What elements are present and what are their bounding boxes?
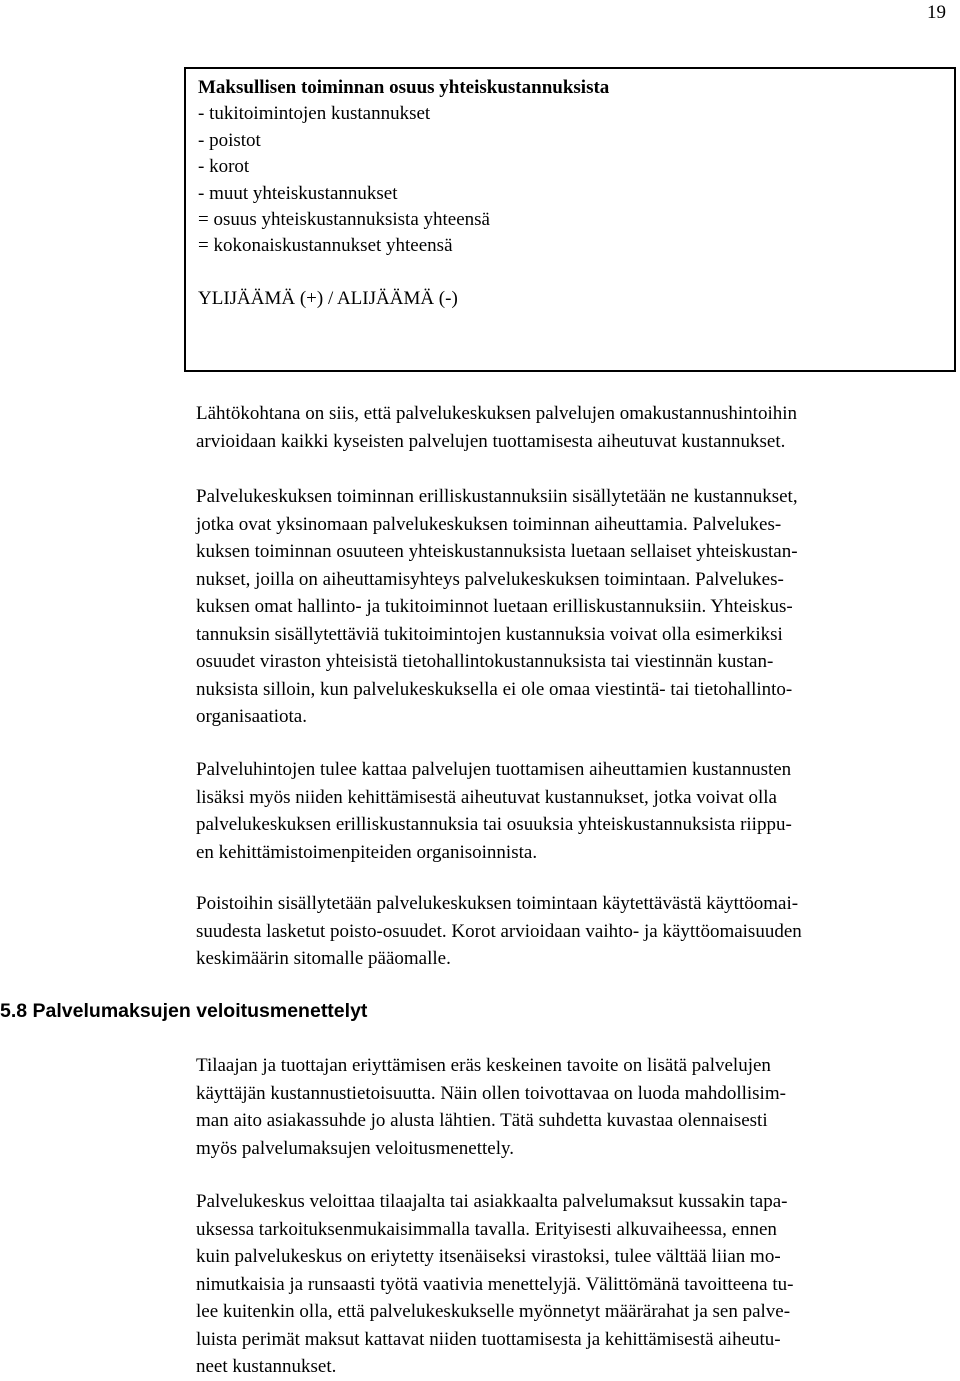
text-line: nimutkaisia ja runsaasti työtä vaativia menettelyjä. Välittömänä tavoitteena tu-: [196, 1273, 794, 1295]
text-line: Palvelukeskuksen toiminnan erilliskustannuksiin sisällytetään ne kustannukset,: [196, 486, 798, 507]
text-line: kuin palvelukeskus on eriytetty itsenäiseksi virastoksi, tulee välttää liian mo-: [196, 1246, 781, 1267]
page-number: 19: [927, 2, 946, 23]
text-line: kuksen omat hallinto- ja tukitoiminnot luetaan erilliskustannuksiin. Yhteiskus-: [196, 596, 793, 617]
summary-line-total-costs: = kokonaiskustannukset yhteensä: [198, 235, 453, 257]
text-line: nukset, joilla on aiheuttamisyhteys palvelukeskuksen toimintaan. Palvelukes-: [196, 568, 784, 590]
text-line: Palvelukeskus veloittaa tilaajalta tai asiakkaalta palvelumaksut kussakin tapa-: [196, 1191, 788, 1212]
text-line: arvioidaan kaikki kyseisten palvelujen tuottamisesta aiheutuvat kustannukset.: [196, 430, 786, 452]
text-line: kuksen toiminnan osuuteen yhteiskustannuksista luetaan sellaiset yhteiskustan-: [196, 541, 798, 562]
summary-line-share-total: = osuus yhteiskustannuksista yhteensä: [198, 209, 490, 231]
summary-line-interest: - korot: [198, 156, 250, 178]
paragraph-service-prices: [196, 756, 956, 866]
text-line: man aito asiakassuhde jo alusta lähtien. Tätä suhdetta kuvastaa olennaisesti: [196, 1110, 768, 1131]
section-heading: 5.8 Palvelumaksujen veloitusmenettelyt: [0, 1000, 368, 1022]
text-line: osuudet viraston yhteisistä tietohallintokustannuksista tai viestinnän kustan-: [196, 651, 774, 672]
summary-line-depreciation: - poistot: [198, 129, 261, 151]
text-line: neet kustannukset.: [196, 1356, 337, 1377]
text-line: käyttäjän kustannustietoisuutta. Näin ollen toivottavaa on luoda mahdollisim-: [196, 1082, 786, 1104]
text-line: palvelukeskuksen erilliskustannuksia tai osuuksia yhteiskustannuksista riippu-: [196, 814, 792, 835]
summary-line-support-costs: - tukitoimintojen kustannukset: [198, 103, 431, 125]
text-line: organisaatiota.: [196, 706, 307, 727]
text-line: keskimäärin sitomalle pääomalle.: [196, 948, 451, 969]
text-line: myös palvelumaksujen veloitusmenettely.: [196, 1137, 515, 1159]
paragraph-separate-costs: [196, 483, 956, 731]
text-line: luista perimät maksut kattavat niiden tuottamisesta ja kehittämisestä aiheutu-: [196, 1328, 781, 1350]
summary-box-heading: Maksullisen toiminnan osuus yhteiskustannuksista: [198, 77, 610, 98]
text-line: jotka ovat yksinomaan palvelukeskuksen toiminnan aiheuttamia. Palvelukes-: [196, 513, 782, 535]
text-line: Tilaajan ja tuottajan eriyttämisen eräs keskeinen tavoite on lisätä palvelujen: [196, 1055, 771, 1076]
text-line: lisäksi myös niiden kehittämisestä aiheutuvat kustannukset, jotka voivat olla: [196, 786, 777, 808]
summary-line-other-costs: - muut yhteiskustannukset: [198, 182, 398, 204]
text-line: Lähtökohtana on siis, että palvelukeskuksen palvelujen omakustannushintoihin: [196, 403, 798, 424]
text-line: uksessa tarkoituksenmukaisimmalla tavalla. Erityisesti alkuvaiheessa, ennen: [196, 1218, 777, 1240]
paragraph-depreciation: [196, 890, 956, 973]
text-line: Palveluhintojen tulee kattaa palvelujen tuottamisen aiheuttamien kustannusten: [196, 759, 792, 780]
paragraph-cost-awareness: [196, 1052, 956, 1162]
text-line: nuksista silloin, kun palvelukeskuksella ei ole omaa viestintä- tai tietohallinto-: [196, 678, 793, 700]
paragraph-billing: [196, 1188, 956, 1381]
text-line: tannuksin sisällytettäviä tukitoimintojen kustannuksia voivat olla esimerkiksi: [196, 623, 783, 645]
text-line: Poistoihin sisällytetään palvelukeskuksen toimintaan käytettävästä käyttöomai-: [196, 893, 799, 914]
paragraph-starting-point: [196, 400, 956, 455]
cost-summary-box: [184, 67, 956, 372]
text-line: suudesta lasketut poisto-osuudet. Korot arvioidaan vaihto- ja käyttöomaisuuden: [196, 920, 802, 942]
text-line: lee kuitenkin olla, että palvelukeskukselle myönnetyt määrärahat ja sen palve-: [196, 1301, 791, 1322]
surplus-deficit-line: YLIJÄÄMÄ (+) / ALIJÄÄMÄ (-): [198, 287, 458, 309]
text-line: en kehittämistoimenpiteiden organisoinnista.: [196, 841, 538, 863]
